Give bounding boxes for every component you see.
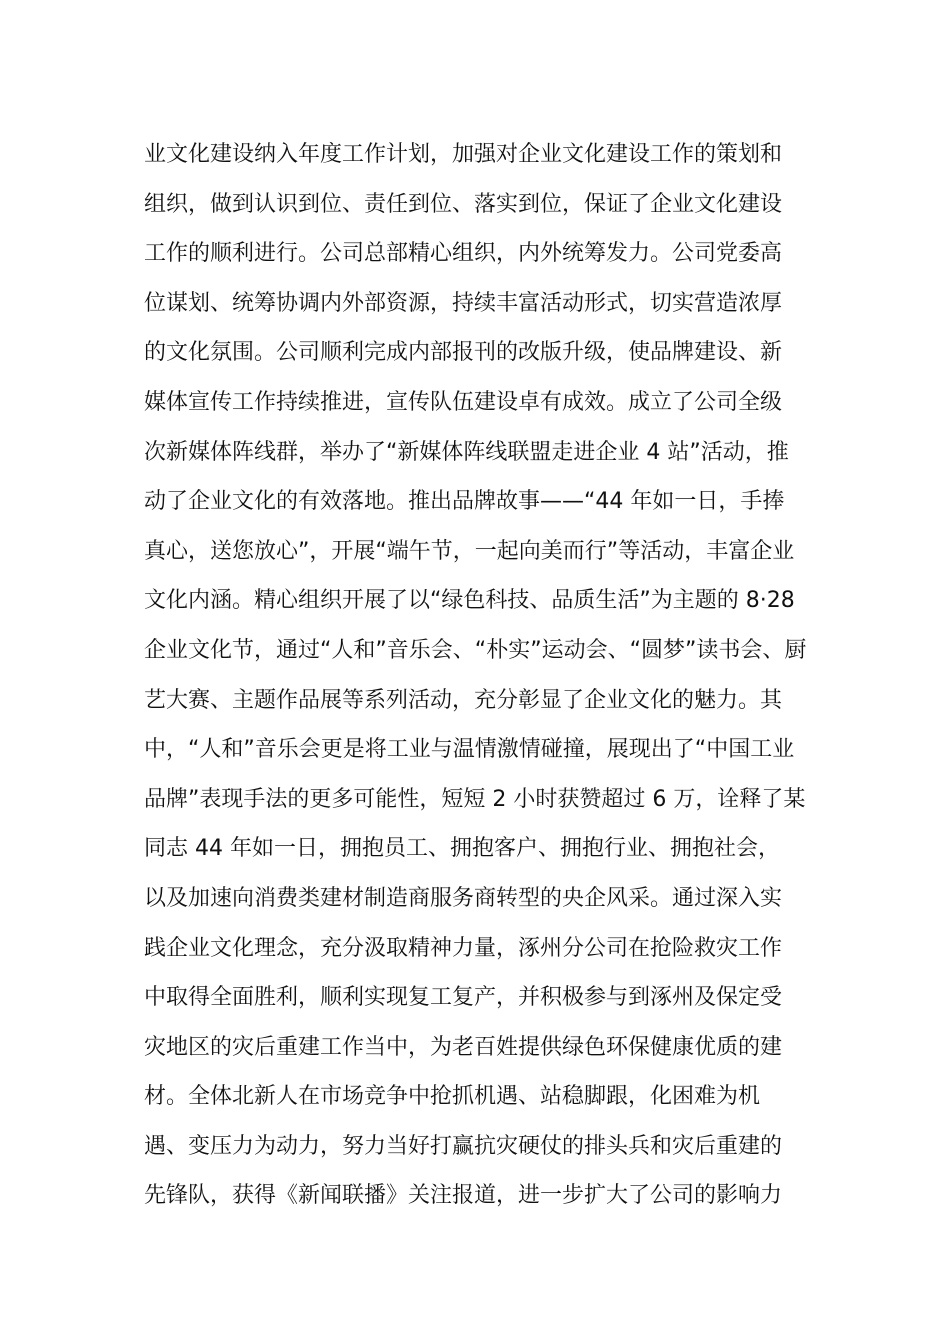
text-line-13: 中，“人和”音乐会更是将工业与温情激情碰撞，展现出了“中国工业 [144, 737, 795, 763]
text-line-22: 先锋队，获得《新闻联播》关注报道，进一步扩大了公司的影响力 [144, 1183, 783, 1209]
text-line-16: 以及加速向消费类建材制造商服务商转型的央企风采。通过深入实 [144, 885, 783, 911]
text-line-7: 次新媒体阵线群，举办了“新媒体阵线联盟走进企业 4 站”活动，推 [144, 439, 789, 465]
text-line-20: 材。全体北新人在市场竞争中抢抓机遇、站稳脚跟，化困难为机 [144, 1084, 761, 1110]
text-line-11: 企业文化节，通过“人和”音乐会、“朴实”运动会、“圆梦”读书会、厨 [144, 637, 807, 663]
text-line-5: 的文化氛围。公司顺利完成内部报刊的改版升级，使品牌建设、新 [144, 340, 783, 366]
text-line-6: 媒体宣传工作持续推进，宣传队伍建设卓有成效。成立了公司全级 [144, 389, 783, 415]
text-line-3: 工作的顺利进行。公司总部精心组织，内外统筹发力。公司党委高 [144, 241, 783, 267]
text-line-15: 同志 44 年如一日，拥抱员工、拥抱客户、拥抱行业、拥抱社会， [144, 836, 780, 862]
text-line-8: 动了企业文化的有效落地。推出品牌故事——“44 年如一日，手捧 [144, 489, 785, 515]
text-line-21: 遇、变压力为动力，努力当好打赢抗灾硬仗的排头兵和灾后重建的 [144, 1133, 783, 1159]
text-line-18: 中取得全面胜利，顺利实现复工复产，并积极参与到涿州及保定受 [144, 985, 783, 1011]
text-line-9: 真心，送您放心”，开展“端午节，一起向美而行”等活动，丰富企业 [144, 538, 795, 564]
body-paragraph [144, 130, 824, 1221]
text-line-1: 业文化建设纳入年度工作计划，加强对企业文化建设工作的策划和 [144, 142, 783, 167]
text-line-14: 品牌”表现手法的更多可能性，短短 2 小时获赞超过 6 万，诠释了某 [144, 786, 806, 812]
text-line-17: 践企业文化理念，充分汲取精神力量，涿州分公司在抢险救灾工作 [144, 935, 783, 961]
text-line-19: 灾地区的灾后重建工作当中，为老百姓提供绿色环保健康优质的建 [144, 1034, 783, 1060]
text-line-4: 位谋划、统筹协调内外部资源，持续丰富活动形式，切实营造浓厚 [144, 290, 783, 316]
text-line-10: 文化内涵。精心组织开展了以“绿色科技、品质生活”为主题的 8·28 [144, 588, 795, 614]
text-line-12: 艺大赛、主题作品展等系列活动，充分彰显了企业文化的魅力。其 [144, 687, 783, 713]
text-line-2: 组织，做到认识到位、责任到位、落实到位，保证了企业文化建设 [144, 191, 783, 217]
